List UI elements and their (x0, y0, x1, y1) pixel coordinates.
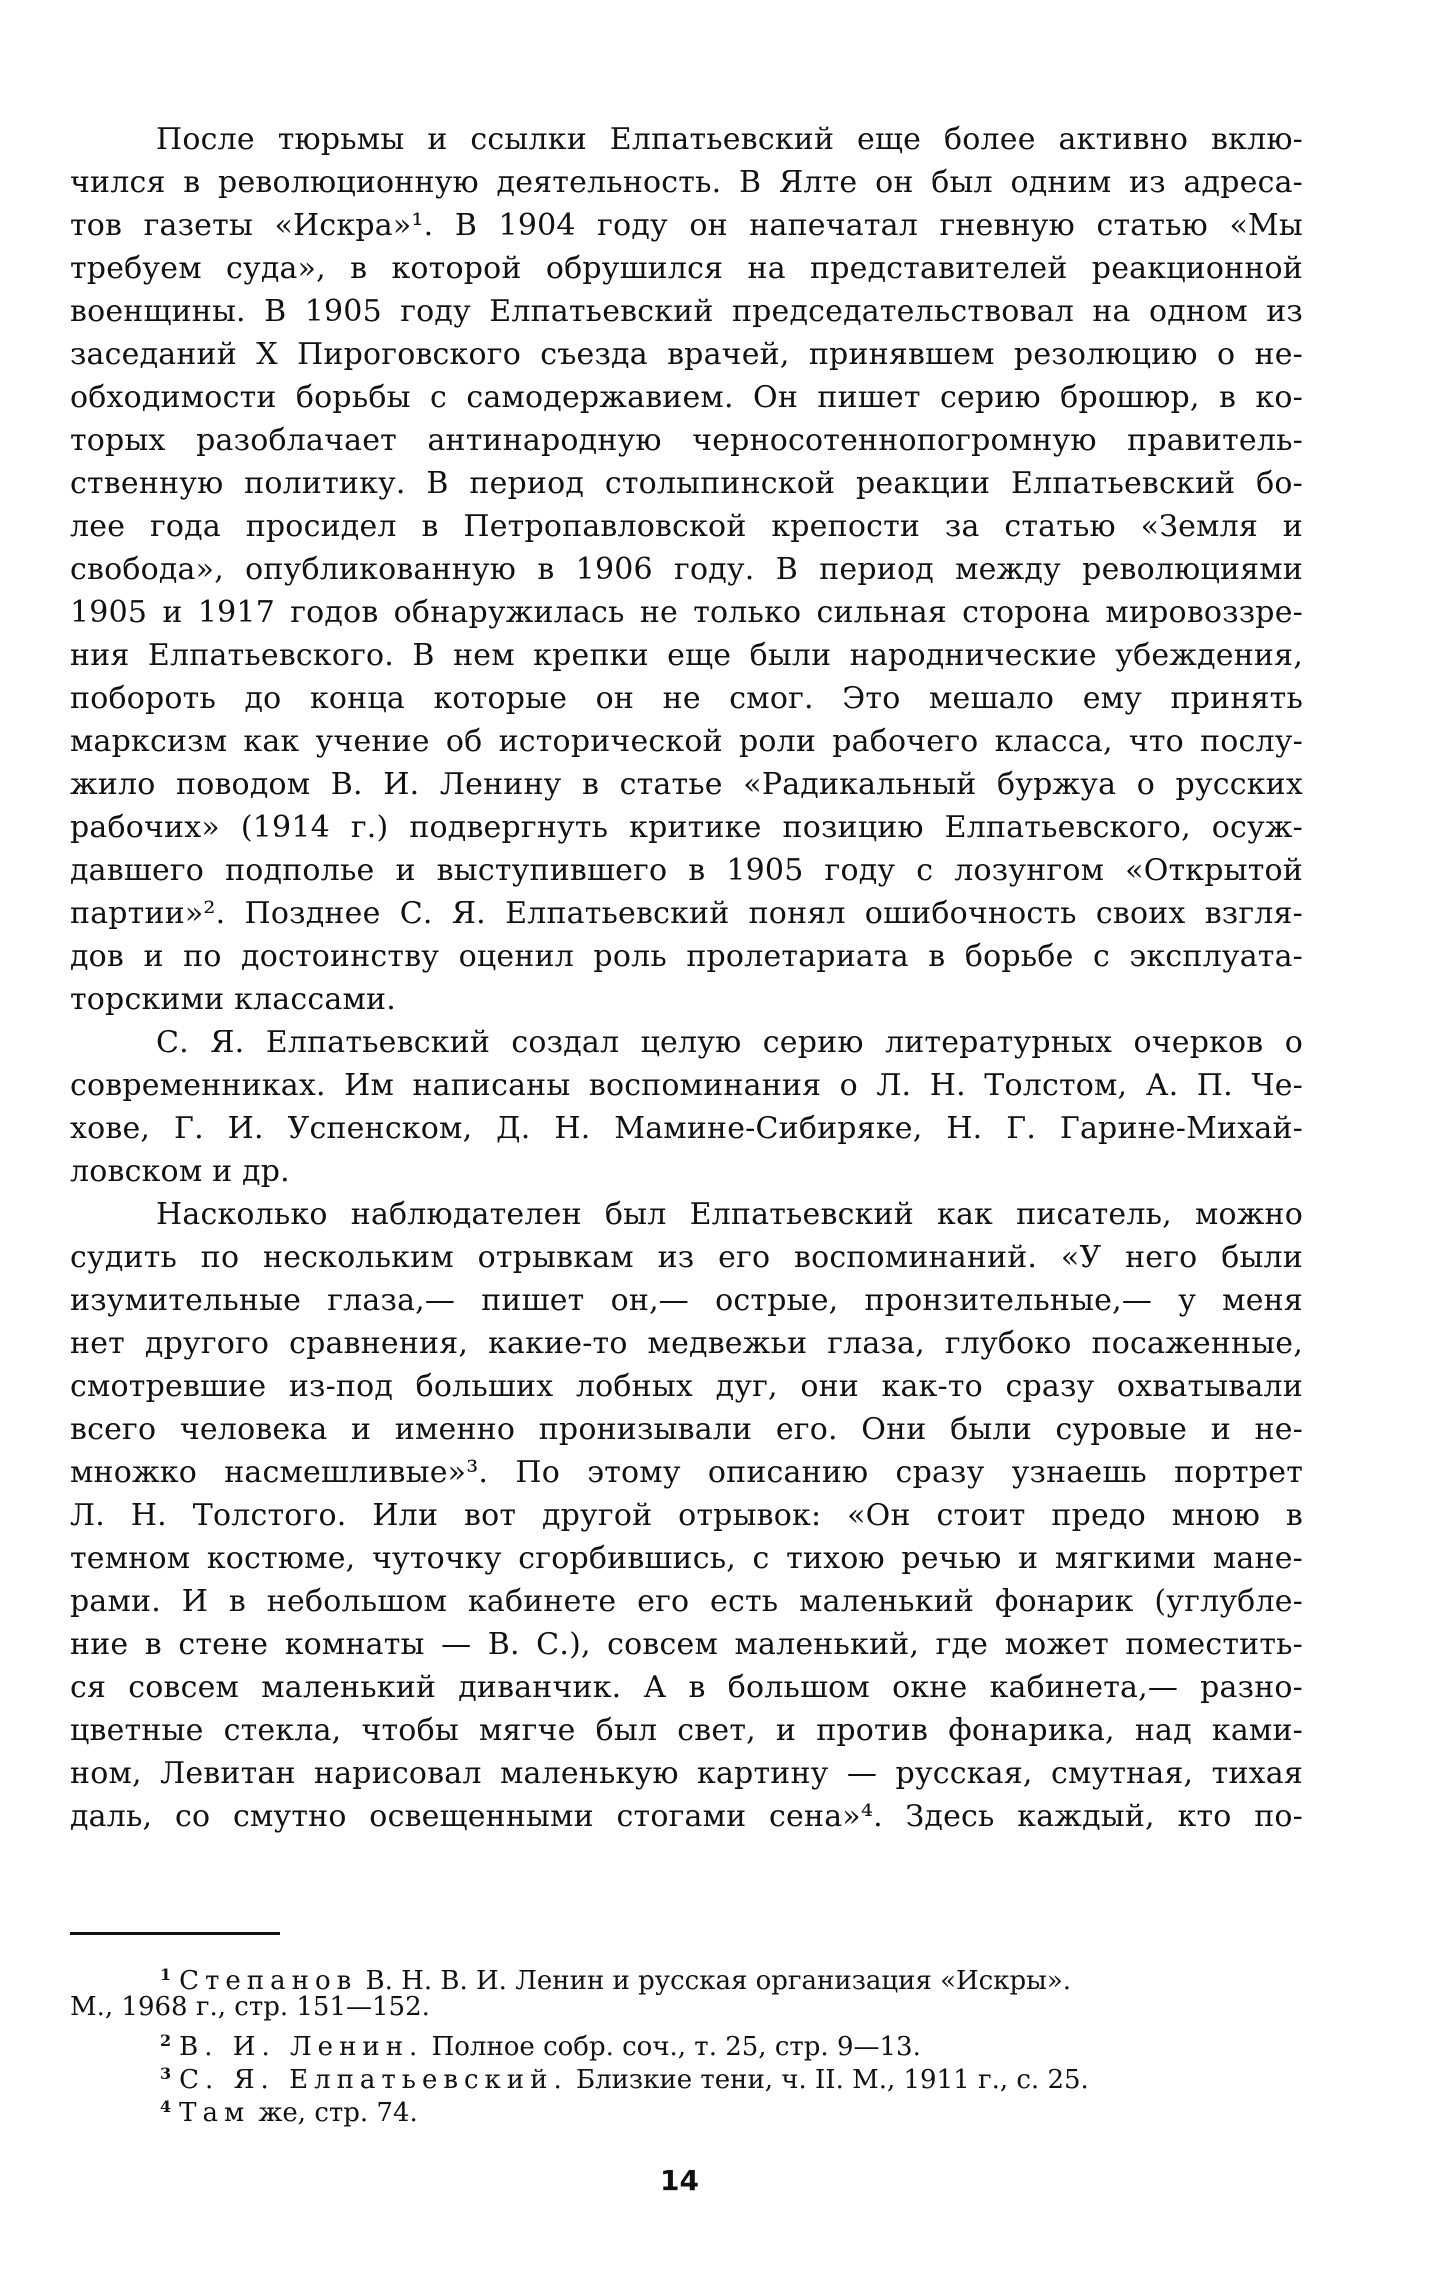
text-line: даль, со смутно освещенными стогами сена»⁴. Здесь каждый, кто по- (70, 1799, 1303, 1834)
text-line: цветные стекла, чтобы мягче был свет, и против фонарика, над ками- (70, 1713, 1303, 1748)
text-line: ном, Левитан нарисовал маленькую картину — русская, смутная, тихая (70, 1756, 1303, 1791)
footnote-author: С. Я. Елпатьевский. (179, 2065, 568, 2095)
text-line: жило поводом В. И. Ленину в статье «Радикальный буржуа о русских (70, 767, 1303, 802)
footnote-text: Близкие тени, ч. II. М., 1911 г., с. 25. (575, 2065, 1089, 2095)
text-line: партии»². Позднее С. Я. Елпатьевский понял ошибочность своих взгля- (70, 896, 1303, 931)
text-line: торскими классами. (70, 982, 396, 1017)
text-line: ния Елпатьевского. В нем крепки еще были народнические убеждения, (70, 638, 1303, 673)
footnote-divider (70, 1932, 280, 1935)
text-line: С. Я. Елпатьевский создал целую серию литературных очерков о (156, 1025, 1303, 1060)
text-line: 1905 и 1917 годов обнаружилась не только сильная сторона мировоззре- (70, 595, 1303, 630)
text-line: ловском и др. (70, 1154, 290, 1189)
footnote-text: Полное собр. соч., т. 25, стр. 9—13. (431, 2032, 921, 2062)
text-line: чился в революционную деятельность. В Ялте он был одним из адреса- (70, 165, 1303, 200)
footnote-3 (70, 2057, 1303, 2095)
footnote-author: Там (179, 2098, 251, 2128)
main-text (70, 118, 1303, 1838)
text-line: множко насмешливые»³. По этому описанию сразу узнаешь портрет (70, 1455, 1303, 1490)
footnote-author: Степанов (179, 1966, 358, 1996)
text-line: ся совсем маленький диванчик. А в большом окне кабинета,— разно- (70, 1670, 1303, 1705)
text-line: тов газеты «Искра»¹. В 1904 году он напечатал гневную статью «Мы (70, 208, 1303, 243)
footnote-1 (70, 1958, 1303, 1996)
text-line: лее года просидел в Петропавловской крепости за статью «Земля и (70, 509, 1303, 544)
text-line: давшего подполье и выступившего в 1905 году с лозунгом «Открытой (70, 853, 1303, 888)
footnote-text: же, стр. 74. (258, 2098, 418, 2128)
text-line: хове, Г. И. Успенском, Д. Н. Мамине-Сибиряке, Н. Г. Гарине-Михай- (70, 1111, 1303, 1146)
footnote-number: 3 (160, 2064, 172, 2083)
text-line: рабочих» (1914 г.) подвергнуть критике позицию Елпатьевского, осуж- (70, 810, 1303, 845)
text-line: судить по нескольким отрывкам из его воспоминаний. «У него были (70, 1240, 1303, 1275)
text-line: рами. И в небольшом кабинете его есть маленький фонарик (углубле- (70, 1584, 1303, 1619)
text-line: побороть до конца которые он не смог. Это мешало ему принять (70, 681, 1303, 716)
text-line: дов и по достоинству оценил роль пролетариата в борьбе с эксплуата- (70, 939, 1303, 974)
text-line: смотревшие из-под больших лобных дуг, они как-то сразу охватывали (70, 1369, 1303, 1404)
text-line: Л. Н. Толстого. Или вот другой отрывок: «Он стоит предо мною в (70, 1498, 1303, 1533)
text-line: После тюрьмы и ссылки Елпатьевский еще более активно вклю- (156, 122, 1303, 157)
text-line: обходимости борьбы с самодержавием. Он пишет серию брошюр, в ко- (70, 380, 1303, 415)
footnote-1-continuation: М., 1968 г., стр. 151—152. (70, 1992, 430, 2022)
footnote-number: 2 (160, 2031, 172, 2050)
text-line: всего человека и именно пронизывали его. Они были суровые и не- (70, 1412, 1303, 1447)
footnote-number: 4 (160, 2097, 172, 2116)
text-line: марксизм как учение об исторической роли рабочего класса, что послу- (70, 724, 1303, 759)
text-line: торых разоблачает антинародную черносотеннопогромную правитель- (70, 423, 1303, 458)
text-line: ние в стене комнаты — В. С.), совсем маленький, где может поместить- (70, 1627, 1303, 1662)
text-line: требуем суда», в которой обрушился на представителей реакционной (70, 251, 1303, 286)
text-line: изумительные глаза,— пишет он,— острые, пронзительные,— у меня (70, 1283, 1303, 1318)
footnote-text: В. Н. В. И. Ленин и русская организация «Искры». (365, 1966, 1071, 1996)
text-line: свобода», опубликованную в 1906 году. В период между революциями (70, 552, 1303, 587)
paragraph-1 (70, 118, 1303, 1021)
text-line: нет другого сравнения, какие-то медвежьи глаза, глубоко посаженные, (70, 1326, 1303, 1361)
text-line: военщины. В 1905 году Елпатьевский председательствовал на одном из (70, 294, 1303, 329)
footnote-number: 1 (160, 1965, 172, 1984)
text-line: современниках. Им написаны воспоминания о Л. Н. Толстом, А. П. Че- (70, 1068, 1303, 1103)
footnotes (70, 1958, 1303, 2128)
text-line: темном костюме, чуточку сгорбившись, с тихою речью и мягкими мане- (70, 1541, 1303, 1576)
text-line: заседаний X Пироговского съезда врачей, принявшем резолюцию о не- (70, 337, 1303, 372)
paragraph-3 (70, 1193, 1303, 1838)
footnote-author: В. И. Ленин. (179, 2032, 424, 2062)
text-line: ственную политику. В период столыпинской реакции Елпатьевский бо- (70, 466, 1303, 501)
footnote-2 (70, 2024, 1303, 2062)
page-number: 14 (660, 2164, 699, 2197)
paragraph-2 (70, 1021, 1303, 1193)
text-line: Насколько наблюдателен был Елпатьевский как писатель, можно (156, 1197, 1303, 1232)
